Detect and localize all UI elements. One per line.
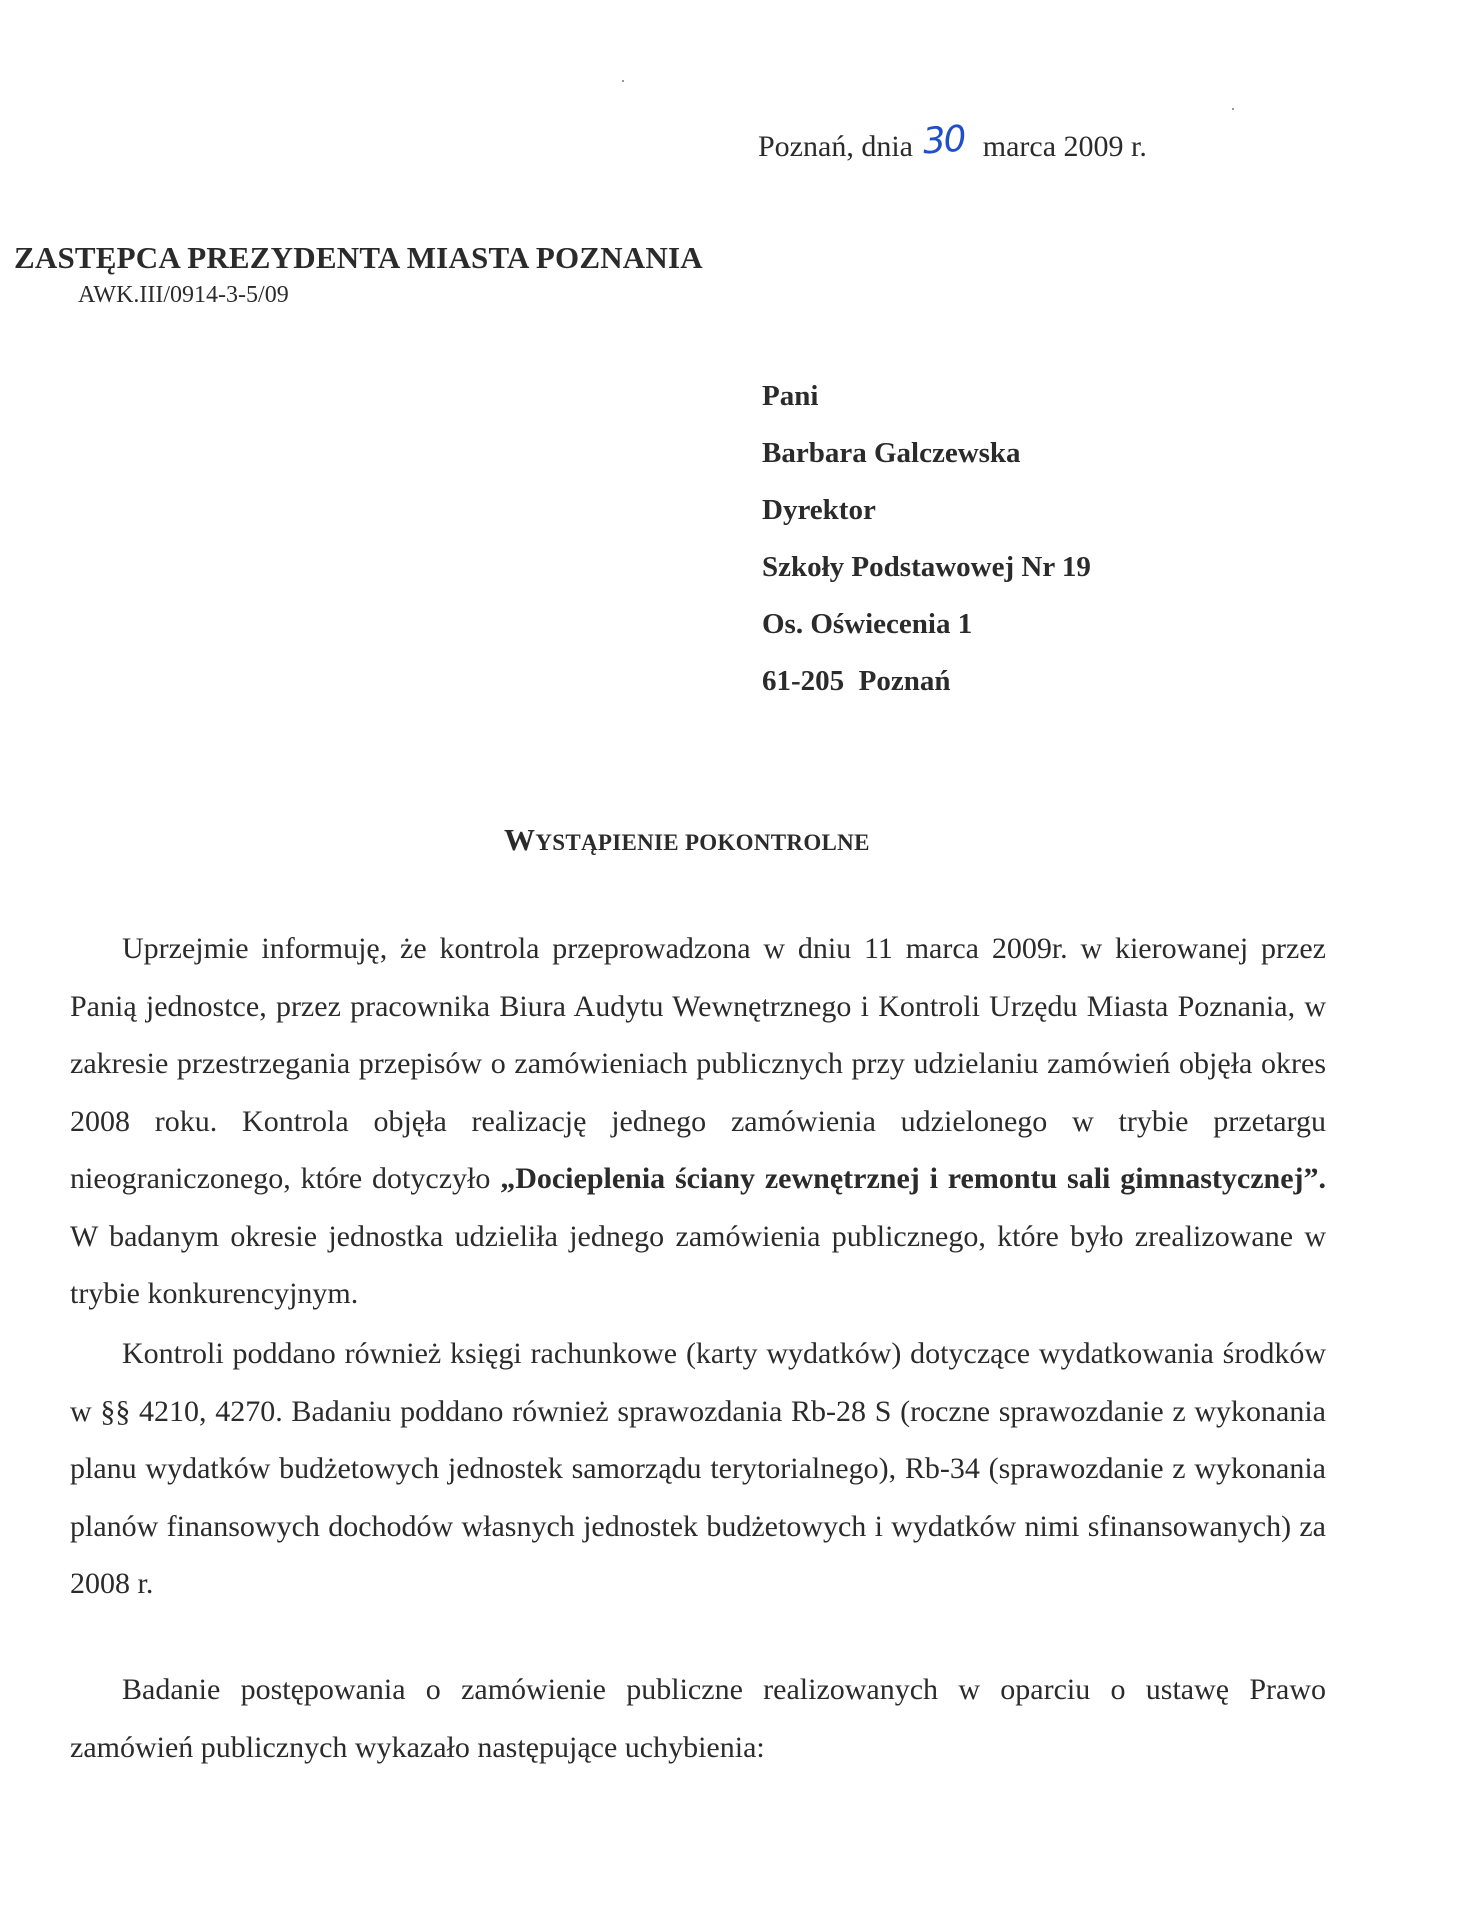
handwritten-day: 30 (921, 118, 966, 163)
paragraph-1-text-end: W badanym okresie jednostka udzieliła jednego zamówienia publicznego, które było zrealizowane w trybie konkurencyjnym. (70, 1219, 1326, 1310)
addressee-street: Os. Oświecenia 1 (762, 608, 973, 640)
scan-speck (622, 80, 624, 82)
date-suffix: marca 2009 r. (982, 130, 1147, 163)
addressee-institution: Szkoły Podstawowej Nr 19 (762, 551, 1091, 583)
paragraph-1-text: Uprzejmie informuję, że kontrola przeprowadzona w dniu 11 marca 2009r. w kierowanej przez Panią jednostce, przez pracownika Biura Audytu Wewnętrznego i Kontroli Urzędu Miasta Poznania, w zakresie przestrzegania przepisów o zamówieniach publicznych przy udzielaniu zamówień objęła okres 2008 roku. Kontrola objęła realizację jednego zamówienia udzielonego w trybie przetargu nieograniczonego, które dotyczyło (70, 932, 1326, 1195)
addressee-name: Barbara Galczewska (762, 437, 1021, 469)
title-rest: YSTĄPIENIE POKONTROLNE (535, 830, 870, 855)
paragraph-1 (70, 920, 1326, 1323)
paragraph-3: Badanie postępowania o zamówienie publiczne realizowanych w oparciu o ustawę Prawo zamówień publicznych wykazało następujące uchybienia: (70, 1673, 1326, 1764)
addressee-city: 61-205 Poznań (762, 665, 951, 697)
addressee-position: Dyrektor (762, 494, 876, 526)
reference-number: AWK.III/0914-3-5/09 (78, 282, 289, 308)
paragraph-2: Kontroli poddano również księgi rachunkowe (karty wydatków) dotyczące wydatkowania środków w §§ 4210, 4270. Badaniu poddano również sprawozdania Rb-28 S (roczne sprawozdanie z wykonania planu wydatków budżetowych jednostek samorządu terytorialnego), Rb-34 (sprawozdanie z wykonania planów finansowych dochodów własnych jednostek budżetowych i wydatków nimi sfinansowanych) za 2008 r. (70, 1337, 1326, 1600)
document-title (504, 822, 870, 858)
addressee-salutation: Pani (762, 380, 819, 412)
date-line (758, 118, 1147, 165)
sender-title: ZASTĘPCA PREZYDENTA MIASTA POZNANIA (14, 240, 703, 275)
date-prefix: Poznań, dnia (758, 130, 913, 163)
title-first-letter: W (504, 822, 536, 857)
scan-speck (1232, 108, 1234, 110)
addressee-block (762, 376, 1091, 718)
contract-name: „Docieplenia ściany zewnętrznej i remontu sali gimnastycznej”. (500, 1162, 1326, 1195)
